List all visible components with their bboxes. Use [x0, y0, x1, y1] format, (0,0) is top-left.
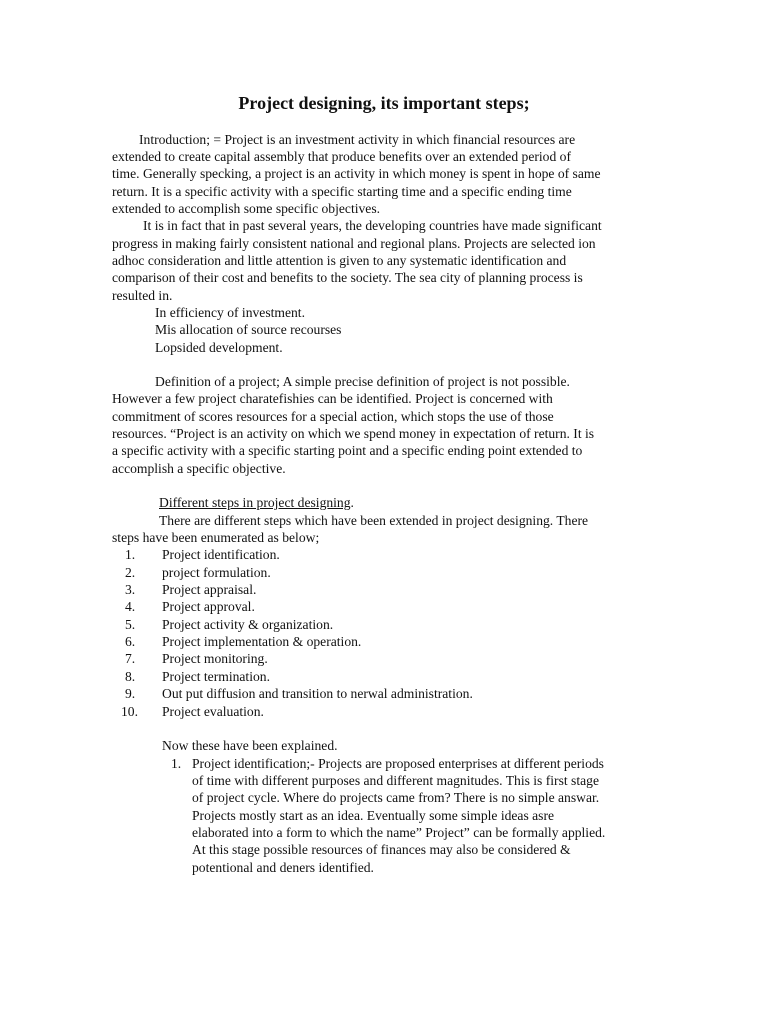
paragraph-line: adhoc consideration and little attention is given to any systematic identification and [112, 253, 567, 268]
explained-line: Project identification;- Projects are proposed enterprises at different periods [192, 756, 604, 771]
definition-line: However a few project charatefishies can be identified. Project is concerned with [112, 391, 553, 406]
definition-line: commitment of scores resources for a special action, which stops the use of those [112, 409, 554, 424]
explained-line: potentional and deners identified. [192, 860, 374, 875]
steps-heading-suffix: . [350, 495, 354, 510]
explained-line: elaborated into a form to which the name” Project” can be formally applied. [192, 825, 606, 840]
step-number: 3. [125, 582, 136, 597]
paragraph-line: progress in making fairly consistent national and regional plans. Projects are selected ion [112, 236, 596, 251]
intro-line: Introduction; = Project is an investment activity in which financial resources are [139, 132, 576, 147]
paragraph-line: resulted in. [112, 288, 173, 303]
intro-line: return. It is a specific activity with a specific starting time and a specific ending time [112, 184, 572, 199]
step-number: 6. [125, 634, 136, 649]
explained-line: Projects mostly start as an idea. Eventually some simple ideas asre [192, 808, 555, 823]
definition-line: accomplish a specific objective. [112, 461, 286, 476]
explained-line: At this stage possible resources of finances may also be considered & [192, 842, 571, 857]
step-text: Project approval. [162, 599, 255, 614]
step-text: Project appraisal. [162, 582, 257, 597]
steps-intro-line: steps have been enumerated as below; [112, 530, 320, 545]
result-item: In efficiency of investment. [155, 305, 305, 320]
step-text: Project evaluation. [162, 704, 264, 719]
step-number: 2. [125, 565, 136, 580]
explained-intro: Now these have been explained. [162, 738, 338, 753]
steps-heading [159, 494, 354, 511]
paragraph-line: comparison of their cost and benefits to the society. The sea city of planning process is [112, 270, 583, 285]
explained-number: 1. [171, 756, 182, 771]
step-text: project formulation. [162, 565, 271, 580]
definition-line: a specific activity with a specific starting point and a specific ending point extended to [112, 443, 583, 458]
intro-line: time. Generally specking, a project is an activity in which money is spent in hope of same [112, 166, 601, 181]
page-title: Project designing, its important steps; [238, 93, 530, 113]
step-number: 4. [125, 599, 136, 614]
result-item: Lopsided development. [155, 340, 283, 355]
explained-line: of time with different purposes and different magnitudes. This is first stage [192, 773, 599, 788]
steps-intro-line: There are different steps which have been extended in project designing. There [159, 513, 589, 528]
definition-line: resources. “Project is an activity on which we spend money in expectation of return. It is [112, 426, 595, 441]
step-number: 10. [121, 704, 138, 719]
step-number: 7. [125, 651, 136, 666]
definition-line: Definition of a project; A simple precise definition of project is not possible. [155, 374, 570, 389]
step-text: Project implementation & operation. [162, 634, 362, 649]
intro-line: extended to accomplish some specific objectives. [112, 201, 381, 216]
step-text: Project activity & organization. [162, 617, 334, 632]
step-text: Project monitoring. [162, 651, 268, 666]
steps-heading-text: Different steps in project designing [159, 495, 351, 510]
step-number: 9. [125, 686, 136, 701]
step-text: Out put diffusion and transition to nerwal administration. [162, 686, 473, 701]
paragraph-line: It is in fact that in past several years, the developing countries have made significant [143, 218, 602, 233]
step-text: Project identification. [162, 547, 280, 562]
step-number: 5. [125, 617, 136, 632]
step-number: 8. [125, 669, 136, 684]
intro-line: extended to create capital assembly that produce benefits over an extended period of [112, 149, 571, 164]
result-item: Mis allocation of source recourses [155, 322, 342, 337]
step-number: 1. [125, 547, 136, 562]
step-text: Project termination. [162, 669, 270, 684]
explained-line: of project cycle. Where do projects came from? There is no simple answar. [192, 790, 600, 805]
